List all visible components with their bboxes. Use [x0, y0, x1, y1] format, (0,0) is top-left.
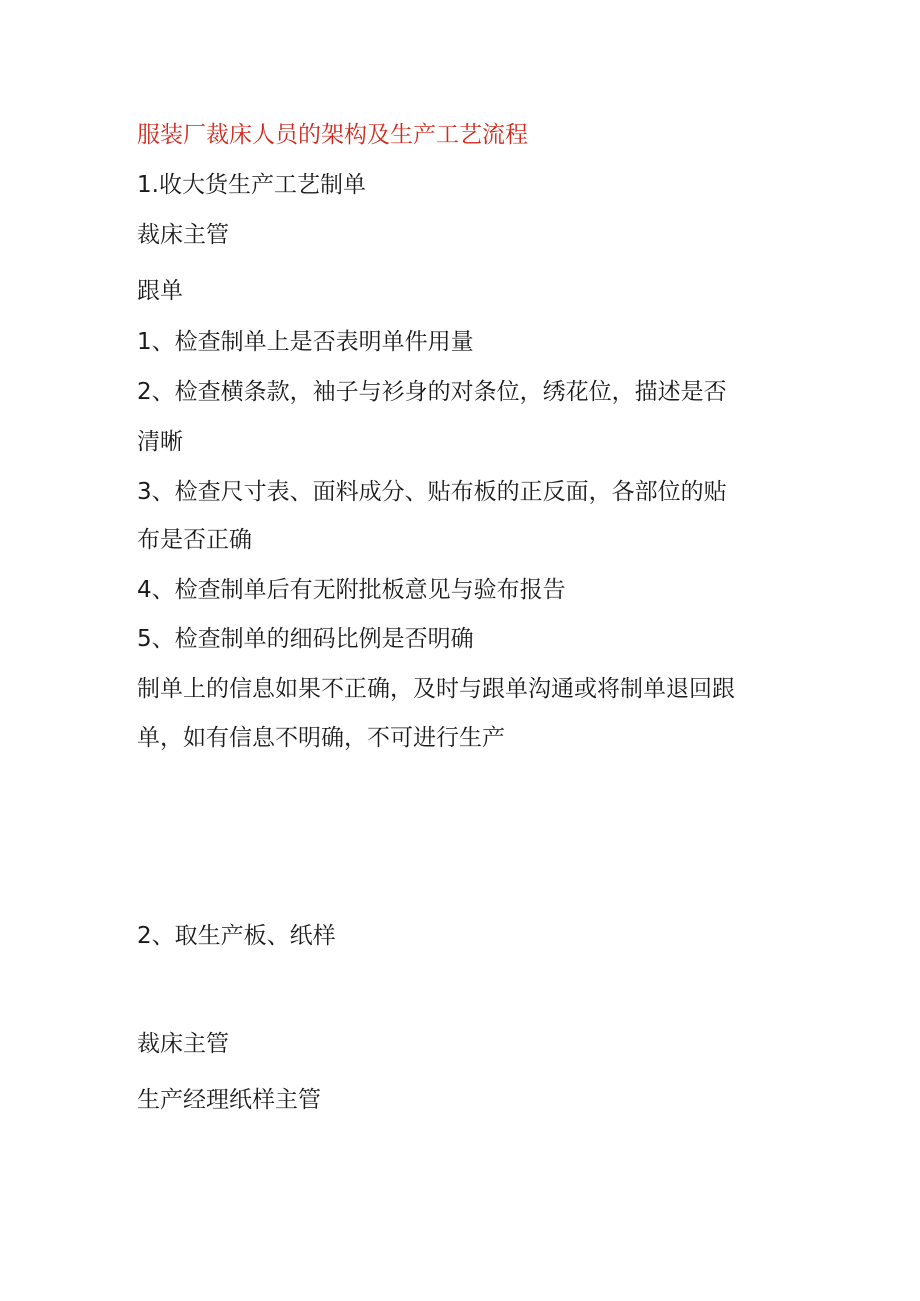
- section-heading-2: 2、取生产板、纸样: [137, 923, 336, 949]
- check-item-1: 1、检查制单上是否表明单件用量: [137, 329, 474, 355]
- document-title: 服装厂裁床人员的架构及生产工艺流程: [137, 122, 528, 148]
- note-line-1: 制单上的信息如果不正确，及时与跟单沟通或将制单退回跟: [137, 676, 735, 702]
- section-heading-1: 1.收大货生产工艺制单: [137, 172, 366, 198]
- section2-role-production-manager: 生产经理纸样主管: [137, 1087, 321, 1113]
- note-line-2: 单，如有信息不明确，不可进行生产: [137, 725, 505, 751]
- check-item-4: 4、检查制单后有无附批板意见与验布报告: [137, 577, 566, 603]
- check-item-3-continued: 布是否正确: [137, 527, 252, 553]
- section2-role-cutting-supervisor: 裁床主管: [137, 1031, 229, 1057]
- check-item-3: 3、检查尺寸表、面料成分、贴布板的正反面，各部位的贴: [137, 479, 727, 505]
- check-item-2: 2、检查横条款，袖子与衫身的对条位，绣花位，描述是否: [137, 379, 727, 405]
- role-cutting-supervisor: 裁床主管: [137, 222, 229, 248]
- check-item-2-continued: 清晰: [137, 429, 183, 455]
- check-item-5: 5、检查制单的细码比例是否明确: [137, 626, 474, 652]
- role-merchandiser: 跟单: [137, 278, 183, 304]
